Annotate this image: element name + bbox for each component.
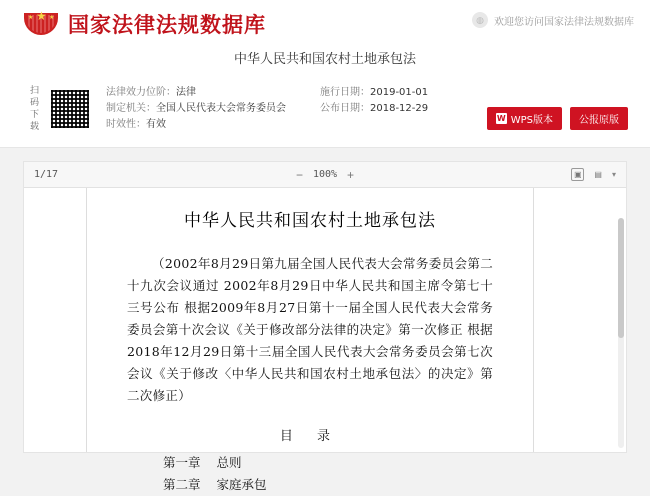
toc-item-name: 总则: [216, 455, 242, 470]
document-action-buttons: [487, 107, 628, 130]
download-icon[interactable]: ▤: [594, 170, 602, 179]
meta-key: 施行日期：: [320, 87, 370, 98]
document-viewer: [24, 162, 626, 492]
document-meta-strip: [0, 77, 650, 148]
meta-row: [106, 101, 286, 117]
page-right-margin: [534, 188, 626, 452]
page-sheet: [86, 188, 534, 492]
toc-item-name: 家庭承包: [216, 477, 267, 492]
toc-item-chapter: 第二章: [163, 477, 201, 492]
zoom-level: 100%: [312, 169, 338, 180]
national-emblem-icon: ★ ★ ★: [24, 9, 58, 39]
meta-column-left: [106, 85, 286, 133]
vertical-scrollbar[interactable]: [618, 218, 624, 448]
meta-row: [320, 101, 428, 117]
page-scroll-area[interactable]: [24, 188, 626, 492]
gazette-version-label: 公报原版: [579, 115, 619, 126]
chevron-down-icon[interactable]: ▾: [611, 170, 616, 179]
qr-label-line2: 下载: [30, 110, 40, 132]
toc-item[interactable]: [127, 452, 493, 474]
document-paragraph: （2002年8月29日第九届全国人民代表大会常务委员会第二十九次会议通过 2002年8月29日中华人民共和国主席令第七十三号公布 根据2009年8月27日第十一届全国人民代表大会常务委员会第十次会议《关于修改部分法律的决定》第一次修正 根据2018年12月29日第十三届全国人民代表大会常务委员会第七次会议《关于修改〈中华人民共和国农村土地承包法〉的决定》第二次修正）: [127, 256, 493, 403]
globe-icon: ◍: [472, 12, 488, 28]
meta-row: [106, 85, 286, 101]
qr-label: [30, 85, 44, 133]
meta-key: 时效性：: [106, 119, 146, 130]
viewer-tool-buttons: [571, 168, 616, 181]
toc-heading: 目 录: [279, 429, 341, 444]
fit-page-icon[interactable]: ▣: [571, 168, 584, 181]
document-title: 中华人民共和国农村土地承包法: [184, 211, 436, 231]
document-subtitle: 中华人民共和国农村土地承包法: [233, 52, 416, 67]
zoom-out-button[interactable]: −: [295, 167, 303, 182]
meta-key: 制定机关：: [106, 103, 156, 114]
page-indicator[interactable]: 1/17: [34, 169, 59, 180]
qr-code-icon[interactable]: [50, 89, 90, 129]
site-title: 国家法律法规数据库: [68, 13, 266, 37]
meta-value: 全国人民代表大会常务委员会: [156, 103, 286, 114]
meta-value: 法律: [176, 87, 196, 98]
gazette-version-button[interactable]: [570, 107, 628, 130]
site-header: [0, 0, 650, 48]
welcome-text: 欢迎您访问国家法律法规数据库: [494, 16, 634, 28]
toc-item-chapter: 第一章: [163, 455, 201, 470]
document-subtitle-bar: [0, 48, 650, 77]
scrollbar-thumb[interactable]: [618, 218, 624, 338]
wps-icon: W: [496, 114, 506, 123]
wps-version-label: WPS版本: [510, 115, 553, 126]
wps-version-button[interactable]: [487, 107, 562, 130]
viewer-toolbar: [24, 162, 626, 188]
zoom-in-button[interactable]: +: [347, 167, 355, 182]
meta-row: [320, 85, 428, 101]
header-welcome: [472, 12, 634, 28]
toc-item[interactable]: [127, 474, 493, 496]
meta-key: 公布日期：: [320, 103, 370, 114]
meta-value: 2019-01-01: [370, 87, 429, 98]
meta-value: 2018-12-29: [370, 103, 429, 114]
meta-value: 有效: [146, 119, 166, 130]
qr-download-block: [30, 85, 90, 133]
meta-key: 法律效力位阶：: [106, 87, 176, 98]
meta-row: [106, 117, 286, 133]
page-left-margin: [24, 188, 86, 452]
meta-column-right: [320, 85, 428, 133]
zoom-controls: [296, 169, 354, 180]
qr-label-line1: 扫码: [30, 86, 40, 108]
